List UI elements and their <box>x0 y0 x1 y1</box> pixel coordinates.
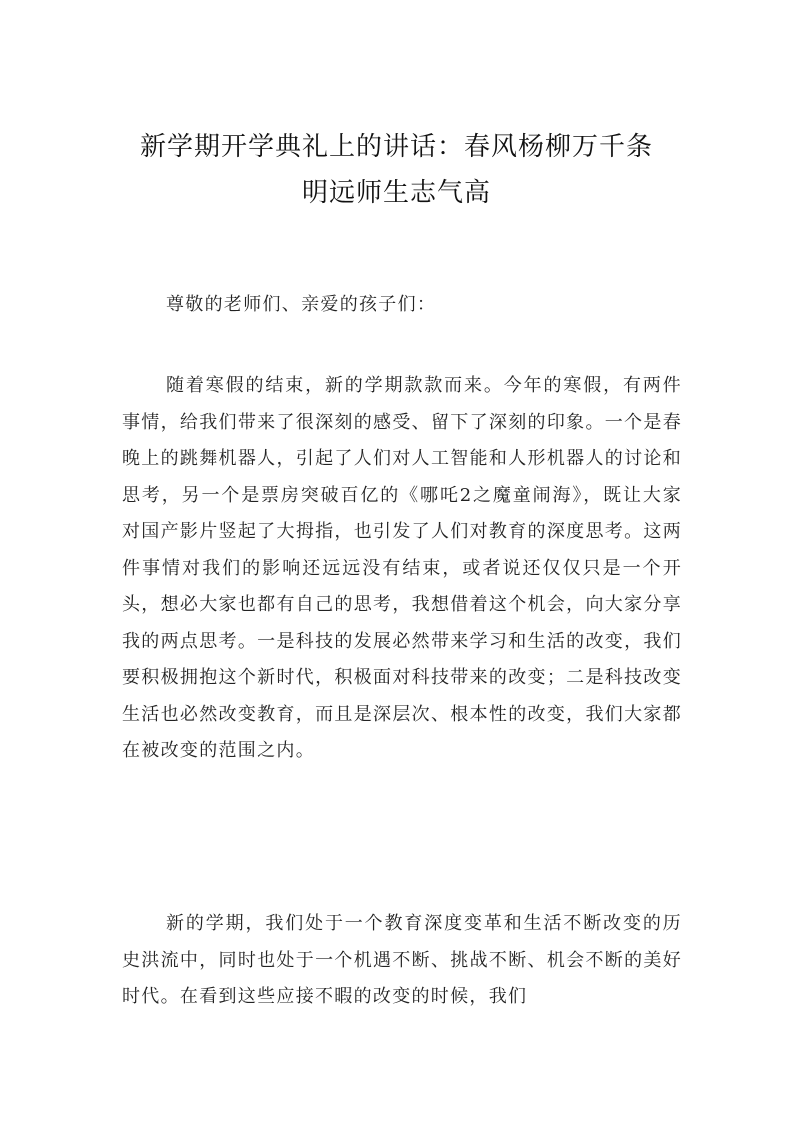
greeting: 尊敬的老师们、亲爱的孩子们： <box>166 294 437 315</box>
title-line-1: 新学期开学典礼上的讲话：春风杨柳万千条 <box>139 132 653 162</box>
paragraph-1: 随着寒假的结束，新的学期款款而来。今年的寒假，有两件事情，给我们带来了很深刻的感受、留下了深刻的印象。一个是春晚上的跳舞机器人，引起了人们对人工智能和人形机器人的讨论和思考，另一个是票房突破百亿的《哪吒2之魔童闹海》，既让大家对国产影片竖起了大拇指，也引发了人们对教育的深度思考。这两件事情对我们的影响还远远没有结束，或者说还仅仅只是一个开头，想必大家也都有自己的思考，我想借着这个机会，向大家分享我的两点思考。一是科技的发展必然带来学习和生活的改变，我们要积极拥抱这个新时代，积极面对科技带来的改变；二是科技改变生活也必然改变教育，而且是深层次、根本性的改变，我们大家都在被改变的范围之内。 <box>122 375 682 761</box>
paragraph-2: 新的学期，我们处于一个教育深度变革和生活不断改变的历史洪流中，同时也处于一个机遇不断、挑战不断、机会不断的美好时代。在看到这些应接不暇的改变的时候，我们 <box>122 913 682 1007</box>
title-line-2: 明远师生志气高 <box>301 178 491 208</box>
